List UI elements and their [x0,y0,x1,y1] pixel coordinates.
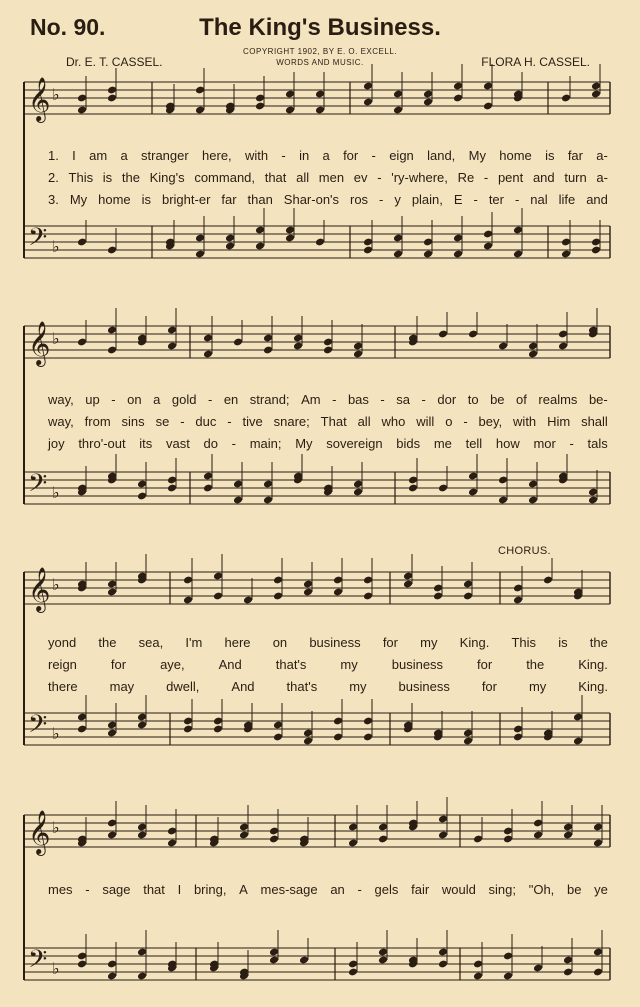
lyric-syllable: bids [396,436,421,451]
lyric-syllable: - [421,392,426,407]
lyric-syllable: King. [578,657,608,672]
lyric-syllable: here, [202,148,232,163]
lyric-syllable: dwell, [166,679,200,694]
lyric-syllable: me [433,436,452,451]
lyric-syllable: on [127,392,142,407]
lyric-syllable: will [416,414,435,429]
lyric-syllable: who [381,414,406,429]
system-2-flat-icon: ♭ [52,483,60,502]
lyric-syllable: se [155,414,170,429]
lyric-syllable: command, [194,170,256,185]
lyric-syllable: bright-er [161,192,211,207]
lyric-line [48,392,608,407]
lyric-syllable: bas [347,392,369,407]
lyric-syllable: nal [530,192,548,207]
lyric-syllable: strand; [249,392,290,407]
lyric-syllable: is [141,192,152,207]
lyric-syllable: be [567,882,582,897]
lyric-syllable: ros [350,192,369,207]
lyric-syllable: shall [581,414,608,429]
lyric-syllable: stranger [141,148,189,163]
lyric-syllable: far [567,148,583,163]
lyric-syllable: sea, [138,635,164,650]
lyric-syllable: a [120,148,128,163]
lyric-syllable: - [514,192,520,207]
lyric-syllable: - [473,192,478,207]
lyric-syllable: mes-sage [260,882,318,897]
lyric-syllable: men [318,170,345,185]
lyric-syllable: here [224,635,251,650]
lyric-syllable: King's [149,170,185,185]
lyric-syllable: from [84,414,111,429]
lyric-syllable: ter [488,192,504,207]
lyric-syllable: there [48,679,78,694]
lyric-line [48,882,608,897]
lyric-syllable: - [377,170,382,185]
lyric-syllable: And [231,679,255,694]
system-4-flat-icon: ♭ [52,959,60,978]
lyric-syllable: vast [165,436,190,451]
lyric-syllable: that's [286,679,318,694]
lyric-syllable: of [516,392,527,407]
system-2-bass-clef-icon: 𝄢 [28,469,48,504]
lyric-syllable: My [295,436,313,451]
composer-credit: Dr. E. T. CASSEL. [66,55,163,69]
lyric-syllable: way, [48,392,74,407]
lyric-syllable: - [231,436,237,451]
lyric-syllable: for [382,635,398,650]
lyric-syllable: - [483,170,489,185]
lyric-syllable: y [394,192,401,207]
lyric-syllable: snare; [273,414,310,429]
lyric-syllable: to [467,392,479,407]
system-4-bass-clef-icon: 𝄢 [28,945,48,980]
lyric-syllable: how [495,436,520,451]
lyric-syllable: a [322,148,330,163]
lyric-syllable: tive [242,414,263,429]
lyric-syllable: for [110,657,127,672]
lyric-syllable: mor [533,436,556,451]
lyric-syllable: with [513,414,537,429]
lyric-syllable: King. [578,679,608,694]
lyric-syllable: 2. [48,170,59,185]
lyric-syllable: Shar-on's [283,192,340,207]
lyric-syllable: business [398,679,450,694]
lyric-syllable: ev [353,170,368,185]
lyric-syllable: - [281,148,286,163]
lyric-syllable: for [481,679,497,694]
system-2-treble-clef-icon: 𝄞 [28,321,51,365]
lyric-syllable: and [532,170,555,185]
lyric-syllable: a- [596,170,608,185]
chorus-label: CHORUS. [498,545,551,557]
lyric-syllable: Re [457,170,475,185]
lyric-syllable: that [264,170,287,185]
lyric-syllable: all [296,170,310,185]
lyric-syllable: My [468,148,486,163]
lyric-syllable: - [207,392,213,407]
lyric-syllable: land, [427,148,456,163]
lyric-syllable: the [589,635,608,650]
system-1-bass-clef-icon: 𝄢 [28,223,48,258]
lyric-syllable: Am [301,392,321,407]
lyric-syllable: - [380,392,385,407]
lyric-syllable: gold [171,392,197,407]
system-4-treble-clef-icon: 𝄞 [28,810,51,854]
lyric-syllable: 1. [48,148,59,163]
lyric-line [48,436,608,451]
lyric-syllable: sa [396,392,411,407]
lyric-syllable: the [526,657,545,672]
lyric-syllable: - [180,414,185,429]
lyricist-credit: FLORA H. CASSEL. [481,55,590,69]
lyric-syllable: - [569,436,574,451]
lyric-syllable: home [499,148,532,163]
lyric-line [48,148,608,163]
lyric-syllable: may [109,679,135,694]
lyric-syllable: - [463,414,468,429]
lyric-syllable: My [69,192,88,207]
lyric-syllable: that [143,882,165,897]
lyric-syllable: business [309,635,361,650]
lyric-syllable: than [247,192,273,207]
lyric-syllable: my [349,679,367,694]
lyric-syllable: - [227,414,232,429]
lyric-line [48,657,608,672]
lyric-syllable: bey, [478,414,503,429]
lyric-syllable: thro'-out [78,436,126,451]
system-4-flat-icon: ♭ [52,818,60,837]
lyric-syllable: That [320,414,347,429]
lyric-syllable: tell [465,436,483,451]
lyric-syllable: en [223,392,239,407]
system-2-flat-icon: ♭ [52,329,60,348]
lyric-syllable: Him [547,414,571,429]
lyric-syllable: is [102,170,113,185]
lyric-syllable: way, [48,414,74,429]
lyric-syllable: the [121,170,140,185]
lyric-syllable: tals [587,436,608,451]
lyric-syllable: eign [389,148,414,163]
lyric-syllable: A [239,882,248,897]
lyric-syllable: with [244,148,269,163]
lyric-syllable: reign [48,657,77,672]
lyric-syllable: plain, [411,192,443,207]
lyric-syllable: - [379,192,384,207]
lyric-syllable: a [153,392,161,407]
lyric-syllable: o [445,414,453,429]
lyric-syllable: the [98,635,117,650]
system-1-treble-clef-icon: 𝄞 [28,77,51,121]
lyric-syllable: and [586,192,608,207]
words-and-music-line: WORDS AND MUSIC. [276,58,364,67]
lyric-syllable: I [72,148,76,163]
copyright-line: COPYRIGHT 1902, BY E. O. EXCELL. [243,47,397,56]
lyric-syllable: am [89,148,108,163]
lyric-syllable: life [558,192,576,207]
lyric-syllable: be [490,392,505,407]
lyric-syllable: I [177,882,182,897]
lyric-syllable: in [299,148,310,163]
lyric-syllable: And [218,657,242,672]
lyric-syllable: joy [48,436,65,451]
hymn-title: The King's Business. [199,14,441,41]
lyric-syllable: - [85,882,90,897]
lyric-syllable: 3. [48,192,59,207]
lyric-syllable: main; [249,436,282,451]
lyric-syllable: up [85,392,100,407]
lyric-syllable: This [68,170,94,185]
lyric-syllable: is [558,635,568,650]
lyric-syllable: an [330,882,345,897]
lyric-syllable: "Oh, [528,882,555,897]
lyric-syllable: all [357,414,371,429]
lyric-syllable: bring, [193,882,227,897]
system-3-flat-icon: ♭ [52,724,60,743]
lyric-syllable: - [332,392,337,407]
lyric-syllable: a- [596,148,608,163]
lyric-line [48,170,608,185]
lyric-syllable: for [477,657,493,672]
lyric-syllable: 'ry-where, [391,170,448,185]
lyric-line [48,414,608,429]
lyric-syllable: E [453,192,463,207]
lyric-syllable: ye [594,882,608,897]
lyric-syllable: King. [459,635,490,650]
lyric-syllable: that's [275,657,307,672]
lyric-line [48,192,608,207]
system-1-flat-icon: ♭ [52,85,60,104]
lyric-syllable: sage [102,882,131,897]
lyric-syllable: - [357,882,362,897]
lyric-syllable: on [272,635,288,650]
lyric-syllable: - [111,392,116,407]
lyric-syllable: turn [564,170,587,185]
lyric-syllable: I'm [185,635,203,650]
lyric-syllable: is [545,148,555,163]
lyric-line [48,679,608,694]
system-3-treble-clef-icon: 𝄞 [28,567,51,611]
lyric-syllable: sovereign [326,436,383,451]
lyric-syllable: its [139,436,153,451]
lyric-syllable: sins [121,414,145,429]
lyric-syllable: realms [538,392,578,407]
lyric-syllable: my [420,635,438,650]
lyric-syllable: my [528,679,547,694]
lyric-syllable: fair [411,882,430,897]
system-3-bass-clef-icon: 𝄢 [28,710,48,745]
system-3-flat-icon: ♭ [52,575,60,594]
lyric-syllable: yond [48,635,77,650]
lyric-syllable: This [511,635,537,650]
lyric-syllable: pent [497,170,524,185]
lyric-syllable: would [441,882,476,897]
system-1-flat-icon: ♭ [52,237,60,256]
lyric-syllable: be- [588,392,608,407]
lyric-syllable: aye, [160,657,185,672]
lyric-syllable: - [371,148,376,163]
lyric-syllable: for [343,148,359,163]
lyric-syllable: home [98,192,131,207]
lyric-syllable: sing; [488,882,517,897]
lyric-syllable: dor [437,392,457,407]
lyric-syllable: mes [48,882,73,897]
lyric-syllable: business [391,657,444,672]
lyric-line [48,635,608,650]
lyric-syllable: duc [195,414,217,429]
lyric-syllable: gels [374,882,399,897]
lyric-syllable: my [340,657,358,672]
hymn-number: No. 90. [30,14,106,40]
lyric-syllable: far [221,192,237,207]
lyric-syllable: do [203,436,218,451]
